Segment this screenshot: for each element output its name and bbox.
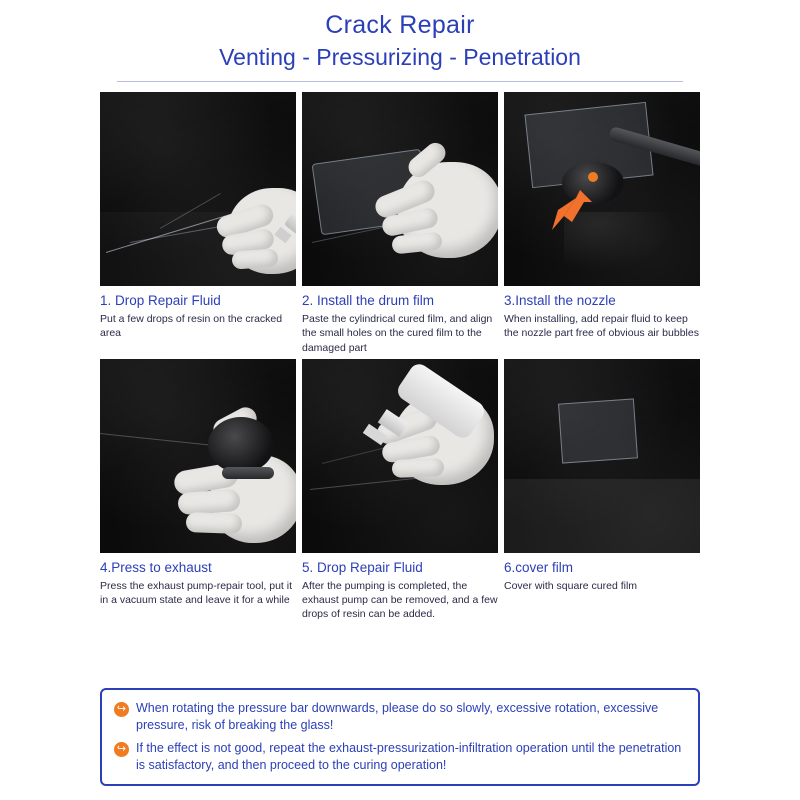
photo-drop-repair-fluid: [100, 92, 296, 286]
step-card-5: [302, 359, 498, 622]
step-description-2: Paste the cylindrical cured film, and align the small holes on the cured film to the damaged part: [302, 313, 493, 354]
step-description-1: Put a few drops of resin on the cracked area: [100, 313, 283, 340]
note-text-1: When rotating the pressure bar downwards, please do so slowly, excessive rotation, excessive pressure, risk of breaking the glass!: [136, 701, 659, 732]
note-item-2: [114, 740, 686, 774]
step-description-5: After the pumping is completed, the exhaust pump can be removed, and a few drops of resin can be added.: [302, 579, 498, 621]
step-card-1: [100, 92, 296, 355]
step-description-6: Cover with square cured film: [504, 579, 638, 592]
step-title-5: 5. Drop Repair Fluid: [302, 559, 423, 575]
header: [0, 0, 800, 82]
photo-drop-repair-fluid-again: [302, 359, 498, 553]
step-card-3: [504, 92, 700, 355]
orange-arrow-icon: [550, 188, 594, 236]
step-card-2: [302, 92, 498, 355]
page-subtitle: Venting - Pressurizing - Penetration: [219, 44, 581, 71]
step-title-2: 2. Install the drum film: [302, 293, 435, 308]
step-title-1: 1. Drop Repair Fluid: [100, 293, 221, 308]
step-description-3: When installing, add repair fluid to keep the nozzle part free of obvious air bubbles: [504, 313, 699, 340]
square-cured-film-icon: [558, 398, 638, 463]
photo-install-drum-film: [302, 92, 498, 286]
step-title-6: 6.cover film: [504, 559, 574, 575]
photo-install-nozzle: [504, 92, 700, 286]
step-card-6: [504, 359, 700, 622]
step-title-3: 3.Install the nozzle: [504, 293, 616, 308]
exhaust-pump-icon: [208, 417, 274, 473]
step-title-4: 4.Press to exhaust: [100, 559, 212, 575]
header-divider: [117, 81, 683, 82]
note-item-1: [114, 700, 686, 734]
steps-grid: [100, 92, 700, 621]
page-title: Crack Repair: [325, 11, 475, 39]
step-card-4: [100, 359, 296, 622]
note-bullet-icon: ↪: [114, 742, 129, 757]
note-bullet-icon: ↪: [114, 702, 129, 717]
note-text-2: If the effect is not good, repeat the exhaust-pressurization-infiltration operation until the penetration is satisfactory, and then proceed to the curing operation!: [136, 740, 682, 772]
warning-notes-box: [100, 688, 700, 786]
photo-cover-film: [504, 359, 700, 553]
step-description-4: Press the exhaust pump-repair tool, put it in a vacuum state and leave it for a while: [100, 579, 293, 607]
photo-press-to-exhaust: [100, 359, 296, 553]
